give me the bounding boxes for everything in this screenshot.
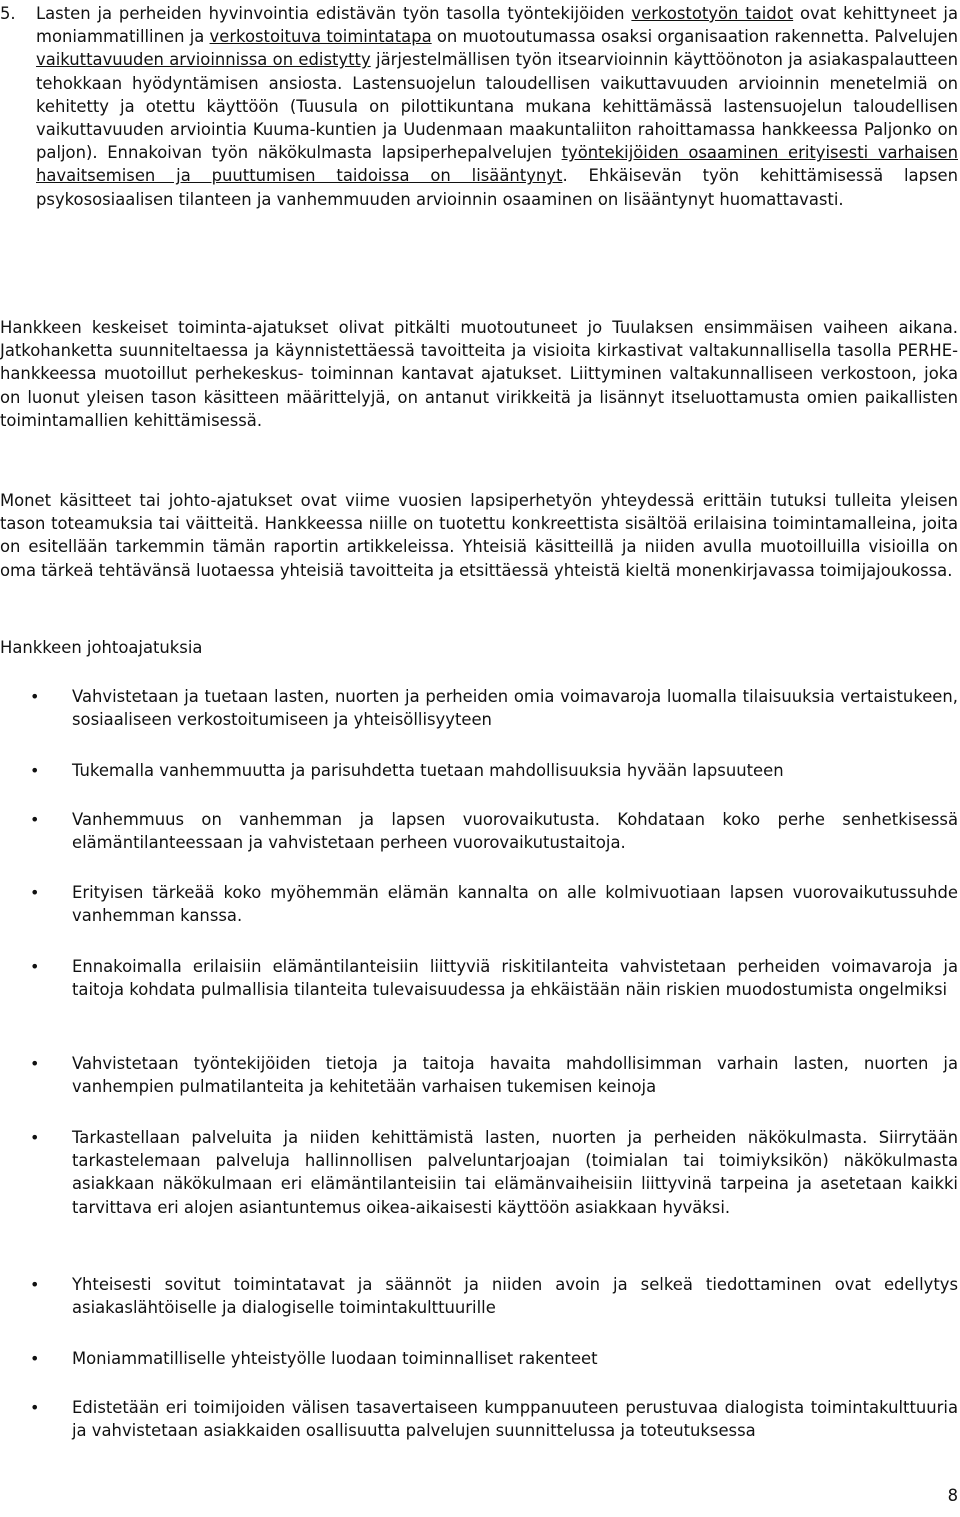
paragraph-2: Monet käsitteet tai johto-ajatukset ovat viime vuosien lapsiperhetyön yhteydessä erittäin tutuksi tulleita yleisen tason toteamuksia tai väitteitä. Hankkeessa niille on tuotettu konkreettista sisältöä erilaisina toimintamalleina, joita on esitellään tarkemmin tämän raportin artikkeleissa. Yhteisiä käsitteillä ja niiden avulla muotoilluilla visioilla on oma tärkeä tehtävänsä luotaessa yhteisiä tavoitteita ja etsittäessä yhteistä kieltä monenkirjavassa toimijajoukossa.	[0, 491, 958, 580]
bullet-icon: •	[30, 1398, 40, 1417]
bullet-text: Vahvistetaan ja tuetaan lasten, nuorten ja perheiden omia voimavaroja luomalla tilaisuuksia vertaistukeen, sosiaaliseen verkostoitumiseen ja yhteisöllisyyteen	[72, 687, 958, 730]
bullet-icon: •	[30, 687, 40, 706]
text-run: . Ehkäisevän työn kehittämisessä lapsen psykososiaalisen tilanteen ja vanhemmuuden arvioinnin osaaminen on lisääntynyt huomattavasti.	[36, 166, 958, 209]
text-run: ovat kehittyneet ja moniammatillinen ja	[36, 4, 959, 47]
bullet-text: Moniammatilliselle yhteistyölle luodaan toiminnalliset rakenteet	[72, 1349, 598, 1368]
bullet-text: Yhteisesti sovitut toimintatavat ja säännöt ja niiden avoin ja selkeä tiedottaminen ovat edellytys asiakaslähtöiselle ja dialogiselle toimintakulttuurille	[72, 1275, 958, 1318]
section-heading: Hankkeen johtoajatuksia	[0, 638, 203, 657]
underlined-phrase: verkostoituva toimintatapa	[209, 27, 432, 47]
bullet-text: Tarkastellaan palveluita ja niiden kehittämistä lasten, nuorten ja perheiden näkökulmasta. Siirrytään tarkastelemaan palveluja hallinnollisen palveluntarjoajan (toimialan tai toimiyksikön) näkökulmasta asiakkaan näkökulmaan eri elämäntilanteisiin tai elämänvaiheisiin liittyvinä tarpeina ja asetetaan kaikki tarvittava eri alojen asiantuntemus oikea-aikaisesti käyttöön asiakkaan hyväksi.	[72, 1128, 958, 1217]
bullet-icon: •	[30, 1349, 40, 1368]
text-run: Lasten ja perheiden hyvinvointia edistävän työn tasolla työntekijöiden	[36, 4, 632, 23]
underlined-phrase: vaikuttavuuden arvioinnissa on edistytty	[36, 50, 371, 70]
bullet-text: Ennakoimalla erilaisiin elämäntilanteisiin liittyviä riskitilanteita vahvistetaan perheiden voimavaroja ja taitoja kohdata pulmallisia tilanteita tulevaisuudessa ja ehkäistään näin riskien muodostumista ongelmiksi	[72, 957, 958, 1000]
page-number: 8	[947, 1486, 958, 1505]
bullet-text: Vahvistetaan työntekijöiden tietoja ja taitoja havaita mahdollisimman varhain lasten, nuorten ja vanhempien pulmatilanteita ja kehitetään varhaisen tukemisen keinoja	[72, 1054, 958, 1097]
paragraph-1: Hankkeen keskeiset toiminta-ajatukset olivat pitkälti muotoutuneet jo Tuulaksen ensimmäisen vaiheen aikana. Jatkohanketta suunniteltaessa ja käynnistettäessä tavoitteita ja visioita kirkastivat valtakunnallisella tasolla PERHE-hankkeessa muotoillut perhekeskus- toiminnan kantavat ajatukset. Liittyminen valtakunnalliseen verkostoon, joka on luonut yleisen tason käsitteen määrittelyjä, on antanut virikkeitä ja lisännyt itseluottamusta omien paikallisten toimintamallien kehittämisessä.	[0, 318, 958, 430]
bullet-text: Tukemalla vanhemmuutta ja parisuhdetta tuetaan mahdollisuuksia hyvään lapsuuteen	[72, 761, 784, 780]
text-run: on muotoutumassa osaksi organisaation rakennetta. Palvelujen	[431, 27, 958, 47]
text-run: järjestelmällisen työn itsearvioinnin käyttöönoton ja asiakaspalautteen tehokkaan hyödyntämisen ansiosta. Lastensuojelun taloudellisen vaikuttavuuden arvioinnin menetelmiä on kehitetty ja otettu käyttöön (Tuusula on pilottikuntana mukana kehittämässä lastensuojelun taloudellisen vaikuttavuuden arviointia Kuuma-kuntien ja Uudenmaan maakuntaliiton rahoittamassa hankkeessa Paljonko on paljon). Ennakoivan työn näkökulmasta lapsiperhepalvelujen	[36, 50, 958, 163]
bullet-icon: •	[30, 957, 40, 976]
bullet-text: Erityisen tärkeää koko myöhemmän elämän kannalta on alle kolmivuotiaan lapsen vuorovaikutussuhde vanhemman kanssa.	[72, 883, 958, 926]
bullet-icon: •	[30, 1275, 40, 1294]
bullet-text: Edistetään eri toimijoiden välisen tasavertaiseen kumppanuuteen perustuvaa dialogista toimintakulttuuria ja vahvistetaan asiakkaiden osallisuutta palvelujen suunnittelussa ja toteutuksessa	[72, 1398, 958, 1441]
underlined-phrase: verkostotyön taidot	[631, 4, 794, 23]
bullet-icon: •	[30, 810, 40, 829]
item-5-text	[36, 2, 958, 211]
bullet-icon: •	[30, 883, 40, 902]
bullet-text: Vanhemmuus on vanhemman ja lapsen vuorovaikutusta. Kohdataan koko perhe senhetkisessä elämäntilanteessaan ja vahvistetaan perheen vuorovaikutustaitoja.	[72, 810, 958, 853]
underlined-phrase: työntekijöiden osaaminen erityisesti varhaisen havaitsemisen ja puuttumisen taidoissa on lisääntynyt	[36, 143, 959, 186]
bullet-icon: •	[30, 1128, 40, 1147]
item-number: 5.	[0, 4, 16, 23]
bullet-icon: •	[30, 761, 40, 780]
bullet-icon: •	[30, 1054, 40, 1073]
